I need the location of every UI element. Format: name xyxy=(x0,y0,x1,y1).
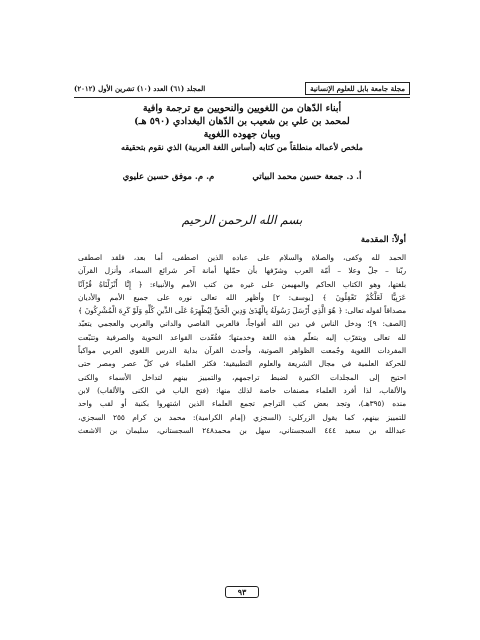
title-line-3: وبيان جهوده اللغوية xyxy=(203,129,281,140)
running-header xyxy=(74,80,410,96)
body-text xyxy=(78,251,406,437)
body-line: عَرَبِيًّا لَعَلَّكُمْ تَعْقِلُونَ ﴾ [يوسف: ٢] وأظهر الله تعالى نوره على جميع الأمم والأديان xyxy=(78,292,406,302)
body-line: الحمد لله وكفى، والصلاة والسلام على عباده الذين اصطفى، أما بعد، فلقد اصطفى xyxy=(78,253,406,262)
journal-name: مجلة جامعة بابل للعلوم الإنسانية xyxy=(305,82,410,95)
basmala: بسم الله الرحمن الرحيم xyxy=(181,213,303,227)
page-number-box xyxy=(74,580,410,599)
body-line: المفردات اللغوية وجُمعت الظواهر الصوتية، وأحدث القرآن بداية الدرس اللغوي العربي مواكباً xyxy=(78,346,406,356)
body-line: لله تعالى ويتقرّب إليه بتعلّم هذه اللغة وخدمتها؛ فقُعّدت القواعد النحوية والصرفية وتتبّعت xyxy=(78,332,406,342)
author-1: أ. د. جمعة حسين محمد البياتي xyxy=(252,172,362,182)
body-line: عبدالله بن سعيد ٤٤٤ السجستاني، سهل بن محمد٢٤٨ السجستاني، سليمان بن الاشعث xyxy=(78,425,406,435)
body-line: والألقاب، لذا أفرد العلماء مصنفات خاصة لذلك منها: (فتح الباب في الكنى والألقاب) لابن xyxy=(78,385,406,395)
article-title xyxy=(74,102,410,153)
document-page xyxy=(74,70,410,610)
title-line-2: لمحمد بن علي بن شعيب بن الدّهان البغدادي (٥٩٠ هـ) xyxy=(134,116,350,127)
body-line: للحركة العلمية في مجال الشريعة والعلوم التطبيقية؛ فكثر العلماء في كلّ عصر ومصر حتى xyxy=(78,359,406,369)
body-line: للتمييز بينهم، كما يقول الزركلي: (السجزي (إمام الكرامية): محمد بن كرام ٢٥٥ السجزي، xyxy=(78,412,406,422)
body-line: احتيج إلى المجلدات الكبيرة لضبط تراجمهم، والتمييز بينهم لتداخل الأسماء والكنى xyxy=(78,372,406,382)
body-line: مصداقاً لقوله تعالى: ﴿ هُوَ الَّذِي أَرْسَلَ رَسُولَهُ بِالْهُدَىٰ وَدِينِ الْحَقِّ لِيُظْهِرَهُ عَلَى الدِّينِ كُلِّهِ وَلَوْ كَرِهَ الْمُشْرِكُونَ ﴾ xyxy=(78,306,406,316)
title-line-1: أبناء الدّهان من اللغويين والنحويين مع ترجمة وافية xyxy=(142,103,342,114)
issue-info: المجلد (٦١) العدد (١٠) تشرين الأول (٢٠١٢) xyxy=(74,83,206,93)
body-line: [الصف: ٩]؛ ودخل الناس في دين الله أفواجاً، فالعربي القاصي والداني والعربي والعجمي يتعبّد xyxy=(78,319,406,329)
author-2: م. م. موفق حسين عليوي xyxy=(122,172,215,182)
section-heading: أولاً: المقدمة xyxy=(360,235,406,245)
page-number: ٩٣ xyxy=(225,586,260,598)
authors xyxy=(74,172,410,182)
body-line: منده (٣٩٥هـ)، وتجد بعض كتب التراجم تجمع العلماء الذين اشتهروا بكنية أو لقب واحد xyxy=(78,399,406,409)
body-line: ربّنا – جلّ وعلا – أمّة العرب وشرّفها بأن حمّلها أمانة آخر شرائع السماء، وأنزل القرآن xyxy=(78,266,406,276)
body-line: بلغتها، وهو الكتاب الحاكم والمهيمن على غيره من كتب الأمم والأنبياء: ﴿ إِنَّا أَنْزَلْنَاهُ قُرْآنًا xyxy=(78,279,406,289)
header-divider xyxy=(74,97,410,98)
article-summary: ملخص لأعماله منطلقاً من كتابه (أساس اللغة العربية) الذي نقوم بتحقيقه xyxy=(121,142,363,152)
